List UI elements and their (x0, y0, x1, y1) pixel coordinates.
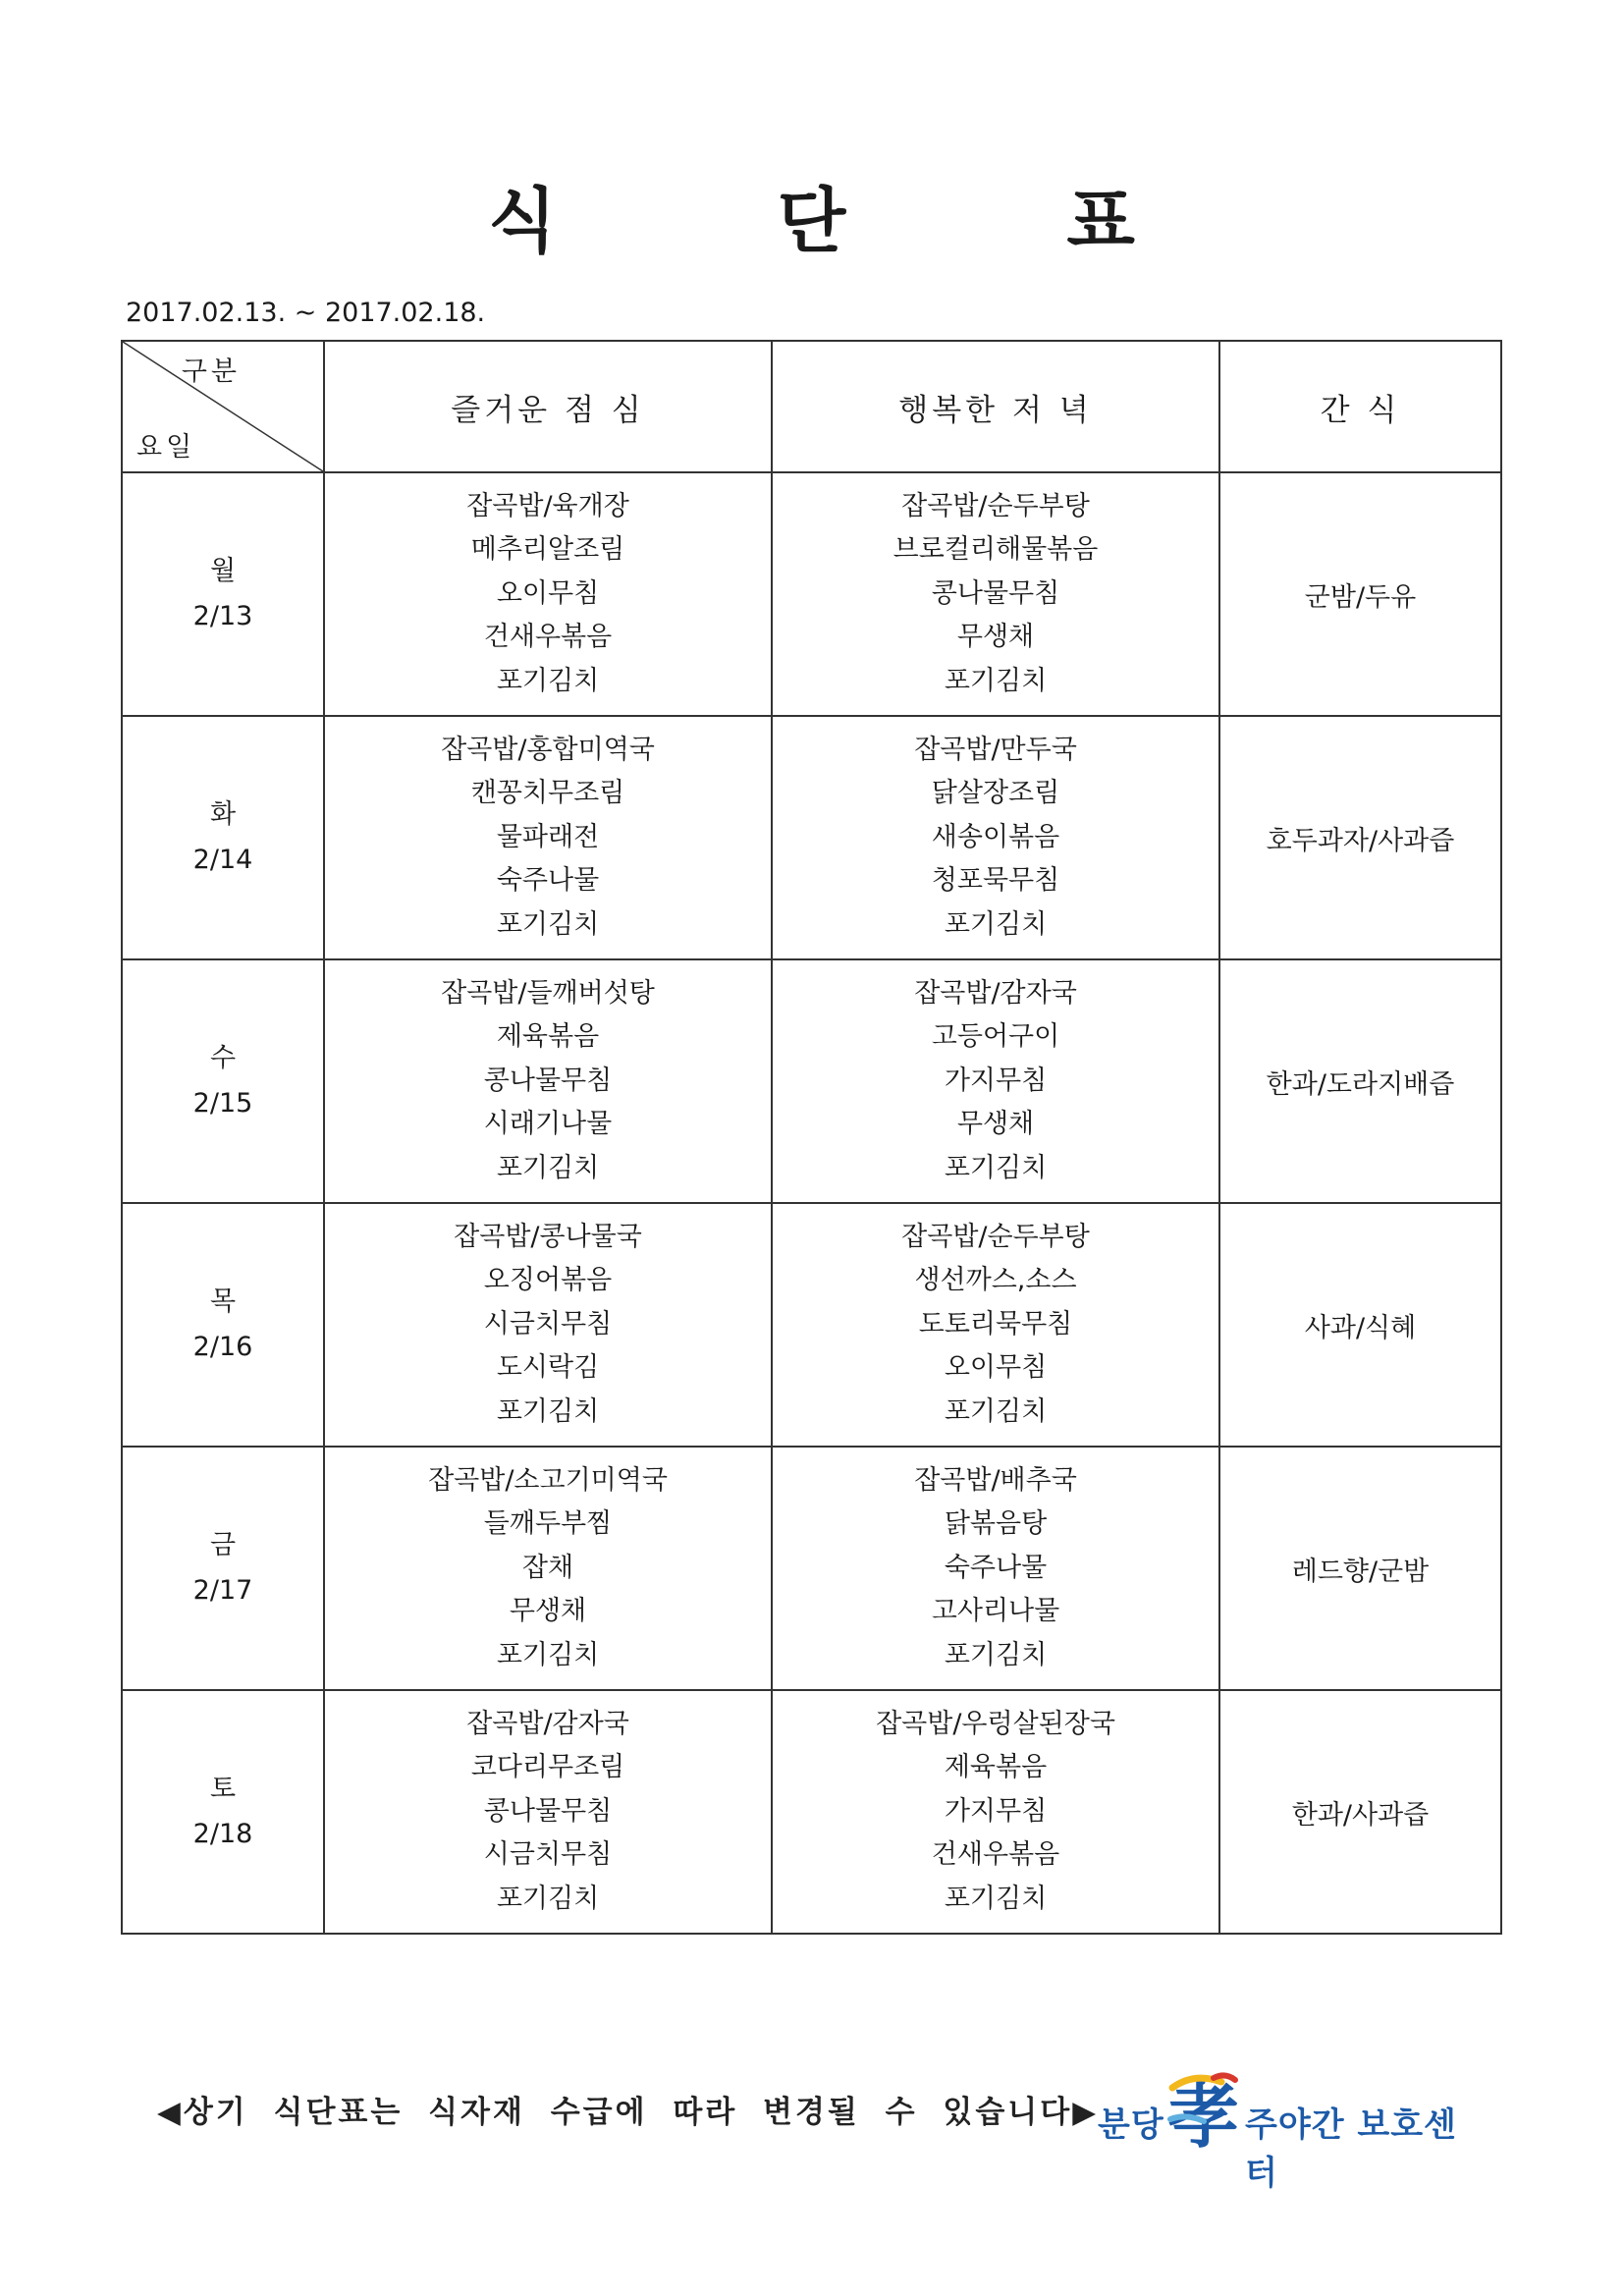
menu-item: 건새우볶음 (931, 1839, 1060, 1871)
menu-item: 포기김치 (944, 908, 1048, 940)
dinner-menu-list (773, 485, 1218, 704)
day-row (122, 959, 1501, 1203)
menu-item: 잡곡밥/콩나물국 (454, 1221, 642, 1252)
lunch-cell (324, 959, 772, 1203)
menu-item: 오이무침 (944, 1352, 1048, 1384)
dinner-cell (772, 1447, 1219, 1690)
menu-item: 콩나물무침 (483, 1795, 613, 1827)
menu-item: 물파래전 (496, 821, 600, 852)
menu-item: 포기김치 (496, 1395, 600, 1427)
weekday-name: 금 (209, 1530, 237, 1560)
weekday-name: 토 (209, 1774, 237, 1804)
menu-item: 오이무침 (496, 577, 600, 609)
logo-mark-text: 孝 (1167, 2075, 1240, 2158)
menu-item: 새송이볶음 (931, 821, 1060, 852)
menu-item: 포기김치 (496, 1639, 600, 1670)
hyo-character-icon (1164, 2070, 1243, 2159)
menu-item: 시금치무침 (483, 1308, 613, 1339)
day-date: 2/15 (192, 1088, 253, 1119)
corner-header-cell (122, 341, 324, 472)
dinner-menu-list (773, 1459, 1218, 1678)
lunch-header: 즐거운 점 심 (324, 341, 772, 472)
snack-cell: 사과/식혜 (1219, 1203, 1501, 1447)
menu-item: 숙주나물 (496, 865, 600, 897)
menu-item: 오징어볶음 (483, 1265, 613, 1296)
menu-item: 고사리나물 (931, 1596, 1060, 1627)
dinner-menu-list (773, 1216, 1218, 1435)
day-date: 2/13 (192, 601, 253, 631)
page-title: 식 단 표 (488, 180, 1233, 262)
menu-item: 잡곡밥/배추국 (914, 1464, 1077, 1496)
weekday-name: 목 (209, 1286, 237, 1317)
dinner-cell (772, 1203, 1219, 1447)
weekday-name: 수 (209, 1043, 237, 1073)
weekday-label: 요일 (136, 432, 196, 463)
day-row (122, 716, 1501, 959)
menu-item: 시래기나물 (483, 1109, 613, 1140)
day-date: 2/14 (192, 845, 253, 875)
lunch-menu-list (325, 1459, 771, 1678)
menu-item: 닭볶음탕 (944, 1508, 1048, 1540)
lunch-menu-list (325, 729, 771, 948)
dinner-cell (772, 959, 1219, 1203)
menu-item: 코다리무조림 (470, 1752, 625, 1783)
menu-item: 도토리묵무침 (918, 1308, 1073, 1339)
meal-table (121, 340, 1502, 1935)
menu-item: 건새우볶음 (483, 622, 613, 653)
day-row (122, 472, 1501, 716)
menu-item: 잡곡밥/들깨버섯탕 (441, 977, 655, 1009)
lunch-menu-list (325, 972, 771, 1191)
menu-item: 메추리알조림 (470, 534, 625, 566)
lunch-menu-list (325, 485, 771, 704)
menu-item: 잡곡밥/감자국 (914, 977, 1077, 1009)
day-date: 2/17 (192, 1575, 253, 1606)
menu-item: 콩나물무침 (931, 577, 1060, 609)
menu-item: 제육볶음 (496, 1021, 600, 1053)
snack-cell: 호두과자/사과즙 (1219, 716, 1501, 959)
dinner-cell (772, 716, 1219, 959)
day-row (122, 1203, 1501, 1447)
menu-item: 잡곡밥/순두부탕 (901, 1221, 1090, 1252)
snack-cell: 레드향/군밤 (1219, 1447, 1501, 1690)
dinner-menu-list (773, 972, 1218, 1191)
menu-item: 가지무침 (944, 1065, 1048, 1096)
day-cell (122, 1447, 324, 1690)
menu-item: 무생채 (509, 1596, 587, 1627)
menu-item: 포기김치 (496, 665, 600, 696)
day-cell (122, 1203, 324, 1447)
dinner-menu-list (773, 729, 1218, 948)
menu-item: 청포묵무침 (931, 865, 1060, 897)
dinner-cell (772, 1690, 1219, 1934)
menu-item: 제육볶음 (944, 1752, 1048, 1783)
lunch-cell (324, 1690, 772, 1934)
menu-item: 포기김치 (496, 1152, 600, 1183)
date-range: 2017.02.13. ~ 2017.02.18. (126, 298, 486, 328)
menu-item: 무생채 (956, 622, 1035, 653)
table-header-row (122, 341, 1501, 472)
menu-item: 생선까스,소스 (914, 1265, 1077, 1296)
day-cell (122, 472, 324, 716)
menu-item: 가지무침 (944, 1795, 1048, 1827)
menu-item: 잡곡밥/순두부탕 (901, 490, 1090, 521)
logo-text-left: 분당 (1098, 2105, 1164, 2145)
day-row (122, 1447, 1501, 1690)
center-logo (1098, 2070, 1471, 2193)
dinner-cell (772, 472, 1219, 716)
menu-item: 잡곡밥/육개장 (466, 490, 629, 521)
day-row (122, 1690, 1501, 1934)
menu-item: 포기김치 (944, 1883, 1048, 1914)
logo-text-right: 주야간 보호센터 (1245, 2105, 1457, 2193)
menu-item: 닭살장조림 (931, 778, 1060, 809)
snack-cell: 한과/도라지배즙 (1219, 959, 1501, 1203)
lunch-menu-list (325, 1703, 771, 1922)
menu-item: 잡채 (521, 1552, 574, 1583)
category-label: 구분 (181, 356, 241, 387)
menu-item: 캔꽁치무조림 (470, 778, 625, 809)
day-cell (122, 959, 324, 1203)
weekday-name: 화 (209, 799, 237, 830)
menu-item: 콩나물무침 (483, 1065, 613, 1096)
day-cell (122, 1690, 324, 1934)
day-cell (122, 716, 324, 959)
lunch-cell (324, 716, 772, 959)
menu-item: 잡곡밥/만두국 (914, 734, 1077, 765)
dinner-header: 행복한 저 녁 (772, 341, 1219, 472)
lunch-cell (324, 1447, 772, 1690)
menu-item: 도시락김 (496, 1352, 600, 1384)
menu-item: 잡곡밥/우렁살된장국 (876, 1708, 1115, 1739)
menu-item: 포기김치 (944, 665, 1048, 696)
menu-item: 잡곡밥/감자국 (466, 1708, 629, 1739)
menu-item: 포기김치 (496, 1883, 600, 1914)
snack-header: 간 식 (1219, 341, 1501, 472)
menu-item: 잡곡밥/홍합미역국 (441, 734, 655, 765)
menu-item: 포기김치 (496, 908, 600, 940)
snack-cell: 한과/사과즙 (1219, 1690, 1501, 1934)
menu-item: 포기김치 (944, 1152, 1048, 1183)
day-date: 2/16 (192, 1332, 253, 1362)
lunch-cell (324, 472, 772, 716)
weekday-name: 월 (209, 556, 237, 586)
menu-item: 들깨두부찜 (483, 1508, 613, 1540)
menu-item: 잡곡밥/소고기미역국 (428, 1464, 668, 1496)
menu-item: 브로컬리해물볶음 (893, 534, 1099, 566)
menu-item: 숙주나물 (944, 1552, 1048, 1583)
dinner-menu-list (773, 1703, 1218, 1922)
menu-item: 포기김치 (944, 1395, 1048, 1427)
notice-text: ◀상기 식단표는 식자재 수급에 따라 변경될 수 있습니다▶ (157, 2095, 1100, 2130)
menu-item: 포기김치 (944, 1639, 1048, 1670)
day-date: 2/18 (192, 1819, 253, 1849)
lunch-cell (324, 1203, 772, 1447)
menu-item: 무생채 (956, 1109, 1035, 1140)
lunch-menu-list (325, 1216, 771, 1435)
snack-cell: 군밤/두유 (1219, 472, 1501, 716)
menu-item: 시금치무침 (483, 1839, 613, 1871)
menu-item: 고등어구이 (931, 1021, 1060, 1053)
